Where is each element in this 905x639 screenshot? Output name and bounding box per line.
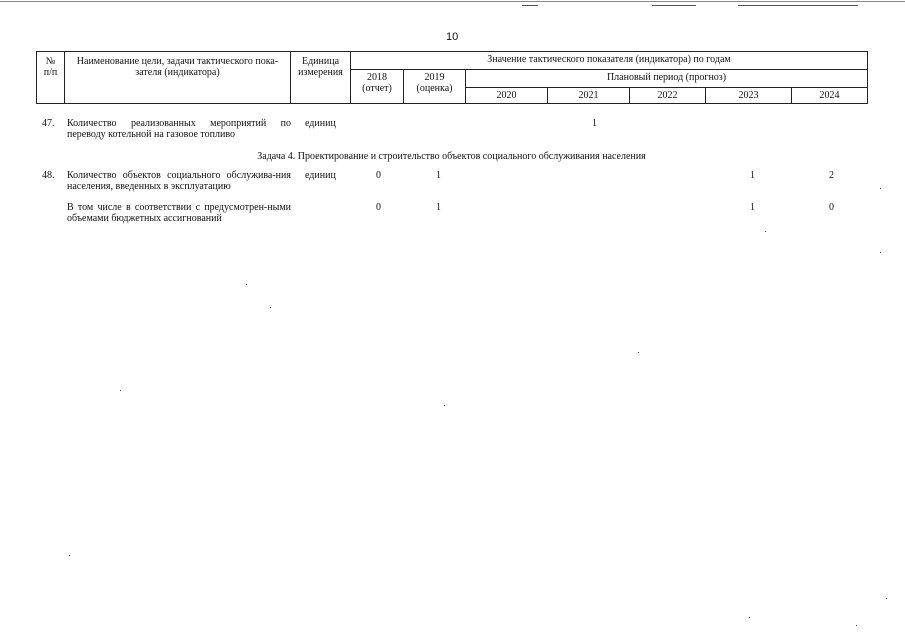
- header-plan-group: Плановый период (прогноз): [466, 70, 868, 88]
- row-value-2023: 1: [750, 170, 755, 181]
- page-number: 10: [446, 31, 459, 43]
- scan-speck: [120, 390, 121, 391]
- scan-speck: [749, 617, 750, 618]
- row-name: Количество объектов социального обслужива-ния населения, введенных в эксплуатацию: [67, 170, 291, 192]
- header-year-2021: 2021: [548, 88, 630, 104]
- header-num: № п/п: [37, 52, 65, 104]
- row-value-2023: 1: [750, 202, 755, 213]
- row-value-2018: 0: [376, 202, 381, 213]
- scan-edge-line: [652, 5, 696, 6]
- scan-speck: [886, 598, 887, 599]
- scan-edge-line: [738, 5, 858, 6]
- header-year-2022: 2022: [630, 88, 706, 104]
- scan-speck: [69, 555, 70, 556]
- task-heading: Задача 4. Проектирование и строительство объектов социального обслуживания населения: [257, 151, 646, 162]
- row-value-2024: 2: [829, 170, 834, 181]
- row-value-2019: 1: [436, 202, 441, 213]
- row-name: Количество реализованных мероприятий по переводу котельной на газовое топливо: [67, 118, 291, 140]
- row-value-2024: 0: [829, 202, 834, 213]
- row-value-2018: 0: [376, 170, 381, 181]
- header-year-2024: 2024: [792, 88, 868, 104]
- scan-speck: [880, 188, 881, 189]
- scan-edge-line: [0, 1, 905, 2]
- scan-speck: [765, 231, 766, 232]
- scan-speck: [270, 307, 271, 308]
- scan-speck: [880, 252, 881, 253]
- header-year-2020: 2020: [466, 88, 548, 104]
- header-year-2019: 2019 (оценка): [404, 70, 466, 104]
- header-year-2018: 2018 (отчет): [351, 70, 404, 104]
- scan-edge-line: [522, 5, 538, 6]
- header-name: Наименование цели, задачи тактического пока- зателя (индикатора): [65, 52, 291, 104]
- header-year-2023: 2023: [706, 88, 792, 104]
- header-values-group: Значение тактического показателя (индикатора) по годам: [351, 52, 868, 70]
- scan-speck: [444, 405, 445, 406]
- row-number: 47.: [42, 118, 55, 129]
- row-unit: единиц: [305, 118, 336, 129]
- scan-speck: [246, 284, 247, 285]
- row-value-2021: 1: [592, 118, 597, 129]
- scan-speck: [856, 625, 857, 626]
- row-number: 48.: [42, 170, 55, 181]
- row-name: В том числе в соответствии с предусмотрен-ными объемами бюджетных ассигнований: [67, 202, 291, 224]
- row-unit: единиц: [305, 170, 336, 181]
- indicators-table: [36, 51, 868, 104]
- header-unit: Единица измерения: [291, 52, 351, 104]
- row-value-2019: 1: [436, 170, 441, 181]
- scan-speck: [638, 352, 639, 353]
